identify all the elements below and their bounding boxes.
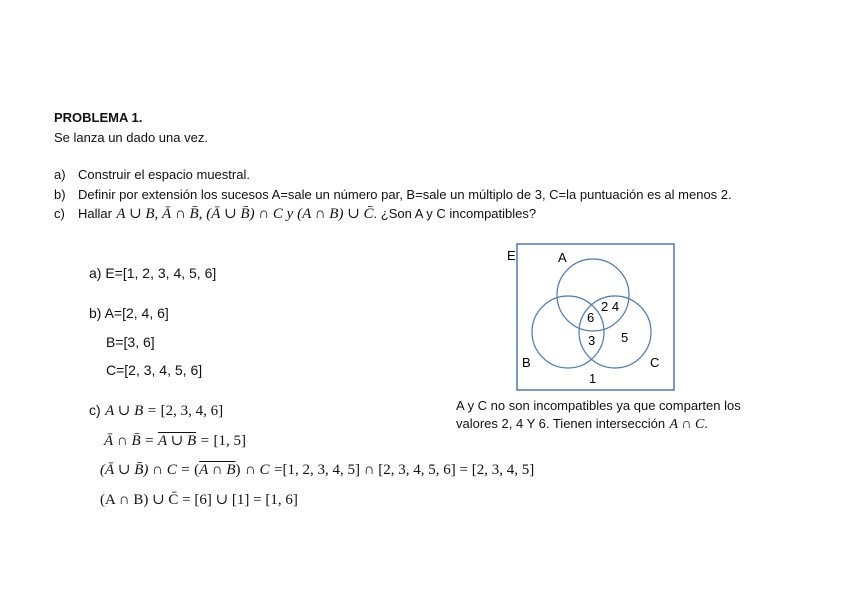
solution-c-marker: c) xyxy=(89,402,101,418)
solution-c-complement-intersection: Ā ∩ B̄ = A ∪ B = [1, 5] xyxy=(104,433,247,449)
region-c-value: 5 xyxy=(621,330,629,345)
task-a-marker: a) xyxy=(54,167,66,182)
solution-c-intersection-union-complement: (A ∩ B) ∪ C̄ = [6] ∪ [1] = [1, 6] xyxy=(100,492,298,508)
conclusion-line-2 xyxy=(456,415,708,433)
complement-intersection-lhs: Ā ∩ B̄ xyxy=(104,433,141,449)
complement-of-union: A ∪ B xyxy=(158,433,197,449)
task-c-suffix: . ¿Son A y C incompatibles? xyxy=(373,206,537,221)
union-expression: A ∪ B xyxy=(105,403,144,419)
venn-diagram xyxy=(500,240,690,400)
solution-b-set-c: C=[2, 3, 4, 5, 6] xyxy=(106,362,203,378)
task-c-prefix: Hallar xyxy=(78,206,112,221)
problem-title: PROBLEMA 1. xyxy=(54,110,143,125)
problem-intro: Se lanza un dado una vez. xyxy=(54,130,208,145)
solution-a: a) E=[1, 2, 3, 4, 5, 6] xyxy=(89,265,217,281)
conclusion-line-2-prefix: valores 2, 4 Y 6. Tienen intersección xyxy=(456,416,666,431)
region-b-c-value: 3 xyxy=(588,333,596,348)
complement-union-result: =[1, 2, 3, 4, 5] ∩ [2, 3, 4, 5, 6] = [2, 3, 4, 5] xyxy=(274,462,535,478)
task-b-text: Definir por extensión los sucesos A=sale un número par, B=sale un múltiplo de 3, C=la puntuación es al menos 2. xyxy=(78,187,732,202)
intersect-c: ∩ C xyxy=(244,462,270,478)
complement-intersection-result: [1, 5] xyxy=(213,433,247,449)
task-a-text: Construir el espacio muestral. xyxy=(78,167,250,182)
solution-b-set-a: b) A=[2, 4, 6] xyxy=(89,305,169,321)
union-result: [2, 3, 4, 6] xyxy=(160,403,224,419)
solution-c-complement-union-c: (Ā ∪ B̄) ∩ C = (A ∩ B) ∩ C =[1, 2, 3, 4, 5] ∩ [2, 3, 4, 5, 6] = [2, 3, 4, 5] xyxy=(100,462,535,478)
solution-c-union: c) A ∪ B = [2, 3, 4, 6] xyxy=(89,402,224,419)
complement-union-lhs: (Ā ∪ B̄) ∩ C xyxy=(100,462,177,478)
task-c-line xyxy=(78,204,536,223)
set-a-label: A xyxy=(558,250,567,265)
set-b-circle xyxy=(532,296,604,368)
set-c-label: C xyxy=(650,355,660,370)
region-a-c-value: 2 4 xyxy=(601,299,620,314)
universe-label: E xyxy=(507,248,516,263)
region-outside-value: 1 xyxy=(589,371,597,386)
task-c-marker: c) xyxy=(54,206,65,221)
set-b-label: B xyxy=(522,355,531,370)
task-c-expression: A ∪ B, Ā ∩ B̄, (Ā ∪ B̄) ∩ C y (A ∩ B) ∪ C̄ xyxy=(116,206,374,222)
task-b-marker: b) xyxy=(54,187,66,202)
solution-b-set-b: B=[3, 6] xyxy=(106,334,155,350)
conclusion-line-1: A y C no son incompatibles ya que comparten los xyxy=(456,398,741,413)
region-a-b-c-value: 6 xyxy=(587,310,595,325)
conclusion-intersection-expr: A ∩ C xyxy=(669,417,705,432)
conclusion-line-2-suffix: . xyxy=(704,416,708,431)
complement-of-intersection: A ∩ B xyxy=(199,462,236,478)
